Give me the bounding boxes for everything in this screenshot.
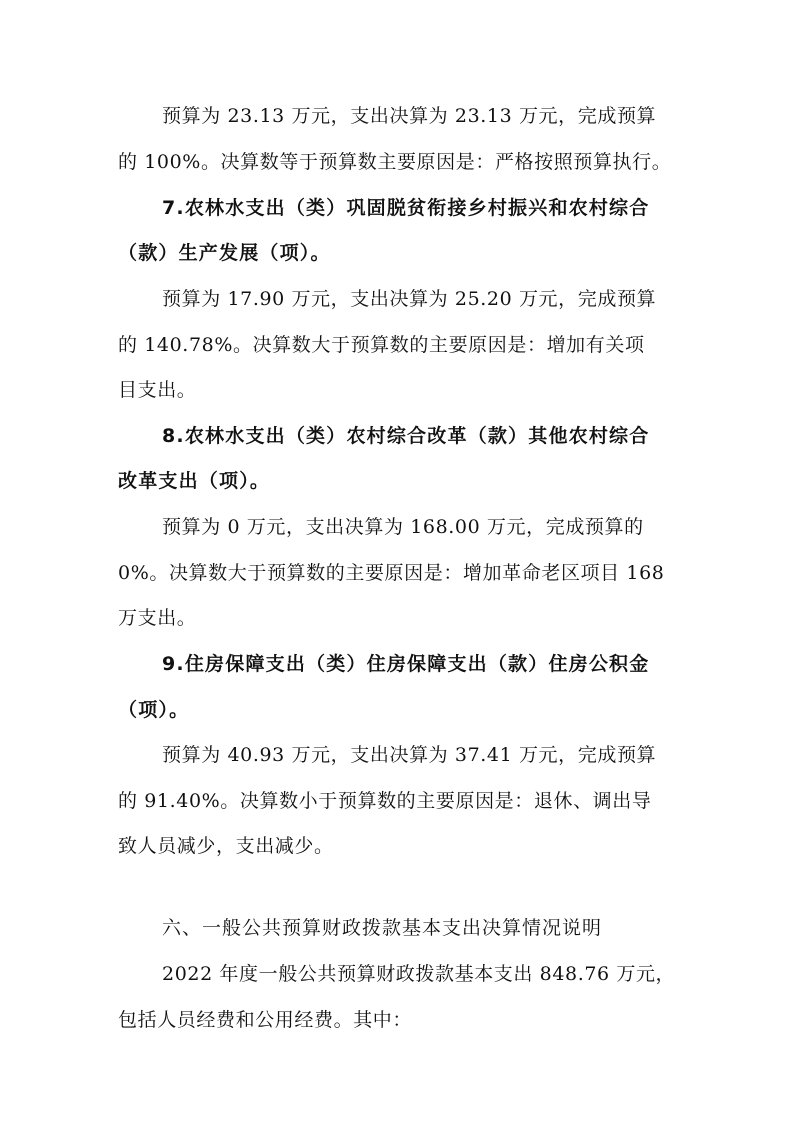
section-heading: 8.农林水支出（类）农村综合改革（款）其他农村综合 xyxy=(162,425,650,447)
paragraph-line: 目支出。 xyxy=(118,379,197,401)
section-heading: 改革支出（项）。 xyxy=(118,470,271,492)
section-heading: 9.住房保障支出（类）住房保障支出（款）住房公积金 xyxy=(162,653,650,675)
paragraph-line: 0%。决算数大于预算数的主要原因是：增加革命老区项目 168 xyxy=(118,562,665,584)
paragraph-line: 2022 年度一般公共预算财政拨款基本支出 848.76 万元， xyxy=(162,963,676,985)
paragraph-line: 的 91.40%。决算数小于预算数的主要原因是：退休、调出导 xyxy=(118,790,652,812)
paragraph-line: 包括人员经费和公用经费。其中： xyxy=(118,1009,413,1031)
paragraph-line: 预算为 0 万元，支出决算为 168.00 万元，完成预算的 xyxy=(162,516,644,538)
section-heading: （项）。 xyxy=(118,699,190,721)
paragraph-line: 预算为 17.90 万元，支出决算为 25.20 万元，完成预算 xyxy=(162,288,657,310)
paragraph-line: 致人员减少，支出减少。 xyxy=(118,835,334,857)
paragraph-line: 的 100%。决算数等于预算数主要原因是：严格按照预算执行。 xyxy=(118,151,672,173)
paragraph-line: 预算为 40.93 万元，支出决算为 37.41 万元，完成预算 xyxy=(162,744,657,766)
section-heading: 7.农林水支出（类）巩固脱贫衔接乡村振兴和农村综合 xyxy=(162,197,650,219)
section-heading: （款）生产发展（项）。 xyxy=(118,242,331,264)
paragraph-line: 预算为 23.13 万元，支出决算为 23.13 万元，完成预算 xyxy=(162,105,657,127)
paragraph-line: 万支出。 xyxy=(118,607,197,629)
chapter-heading: 六、一般公共预算财政拨款基本支出决算情况说明 xyxy=(162,917,603,939)
paragraph-line: 的 140.78%。决算数大于预算数的主要原因是：增加有关项 xyxy=(118,334,645,356)
